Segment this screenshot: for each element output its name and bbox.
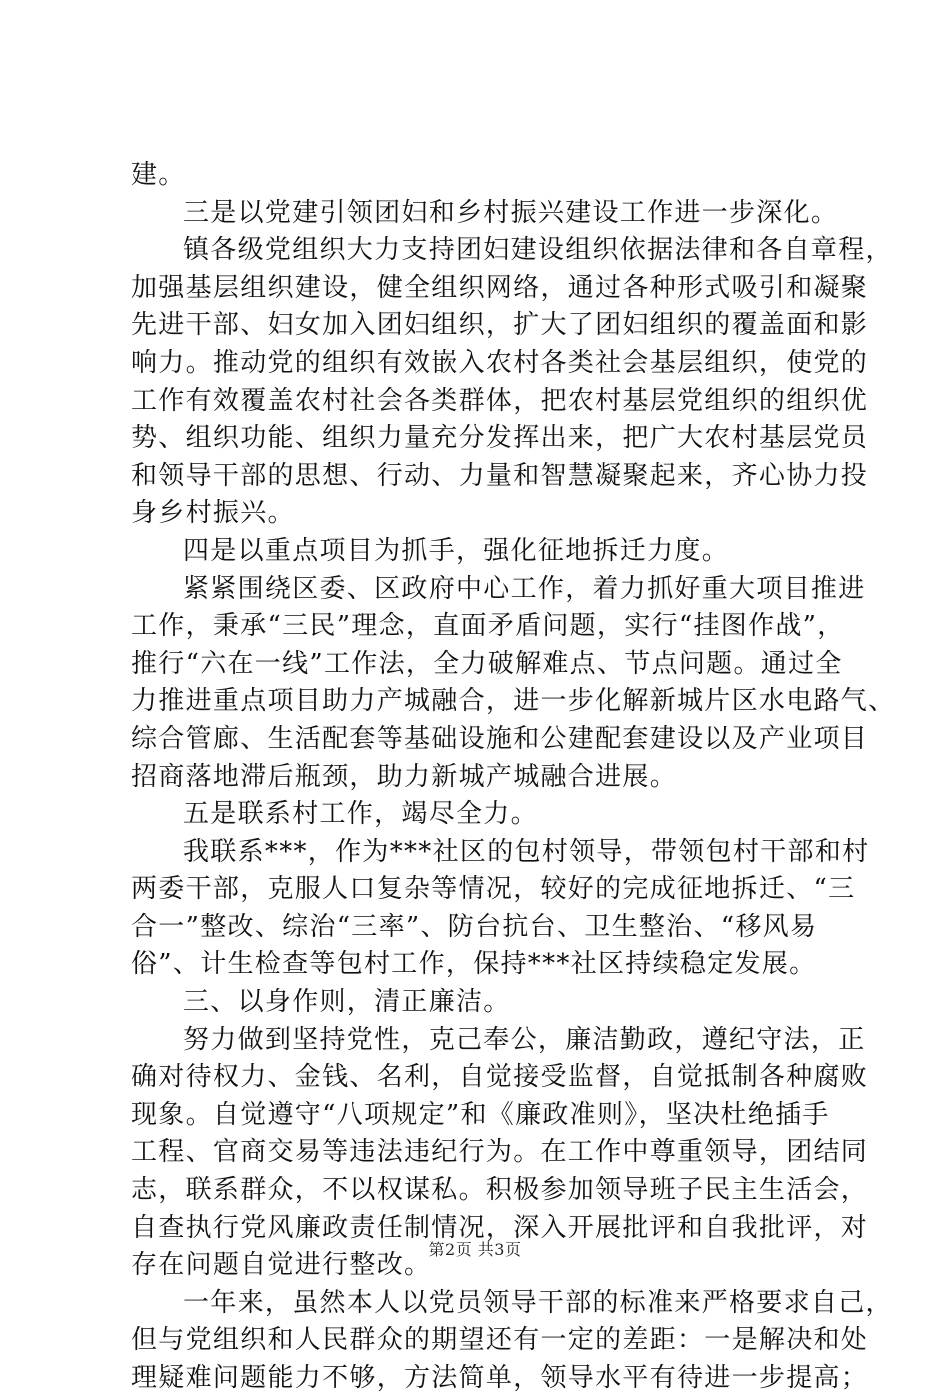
text-line: 建。 [131,160,186,190]
text-line: 招商落地滞后瓶颈，助力新城产城融合进展。 [131,761,678,792]
page-number-footer: 第2页 共3页 [428,1240,522,1259]
text-line: 努力做到坚持党性，克己奉公，廉洁勤政，遵纪守法，正 [183,1024,866,1055]
text-line: 和领导干部的思想、行动、力量和智慧凝聚起来，齐心协力投 [131,460,869,491]
text-line: 力推进重点项目助力产城融合，进一步化解新城片区水电路气、 [131,686,896,717]
text-line: 存在问题自觉进行整改。 [131,1250,432,1281]
text-line: 理疑难问题能力不够，方法简单，领导水平有待进一步提高； [131,1363,869,1393]
text-line: 紧紧围绕区委、区政府中心工作，着力抓好重大项目推进 [183,573,866,604]
section-heading: 四是以重点项目为抓手，强化征地拆迁力度。 [183,535,730,566]
text-line: 一年来，虽然本人以党员领导干部的标准来严格要求自己， [183,1287,893,1318]
document-body [131,157,896,1398]
section-heading: 五是联系村工作，竭尽全力。 [183,799,538,830]
text-line: 先进干部、妇女加入团妇组织，扩大了团妇组织的覆盖面和影 [131,310,869,341]
text-line: 志，联系群众，不以权谋私。积极参加领导班子民主生活会， [131,1175,869,1206]
text-line: 身乡村振兴。 [131,498,295,529]
text-line: 但与党组织和人民群众的期望还有一定的差距：一是解决和处 [131,1325,869,1356]
text-line: 工程、官商交易等违法违纪行为。在工作中尊重领导，团结同 [131,1137,869,1168]
text-line: 自查执行党风廉政责任制情况，深入开展批评和自我批评，对 [131,1212,869,1243]
text-line: 工作，秉承“三民”理念，直面矛盾问题，实行“挂图作战”， [131,611,845,642]
text-line: 两委干部，克服人口复杂等情况，较好的完成征地拆迁、“三 [131,874,856,905]
text-line: 我联系***，作为***社区的包村领导，带领包村干部和村 [183,836,870,867]
text-line: 镇各级党组织大力支持团妇建设组织依据法律和各自章程， [183,235,893,266]
text-line: 确对待权力、金钱、名利，自觉接受监督，自觉抵制各种腐败 [131,1062,869,1093]
text-line: 加强基层组织建设，健全组织网络，通过各种形式吸引和凝聚 [131,272,869,303]
text-line: 工作有效覆盖农村社会各类群体，把农村基层党组织的组织优 [131,385,869,416]
text-line: 响力。推动党的组织有效嵌入农村各类社会基层组织，使党的 [131,347,869,378]
text-line: 综合管廊、生活配套等基础设施和公建配套建设以及产业项目 [131,723,869,754]
text-line: 俗”、计生检查等包村工作，保持***社区持续稳定发展。 [131,949,817,980]
section-heading: 三是以党建引领团妇和乡村振兴建设工作进一步深化。 [183,197,839,228]
text-line: 现象。自觉遵守“八项规定”和《廉政准则》，坚决杜绝插手 [131,1099,830,1130]
text-line: 合一”整改、综治“三率”、防台抗台、卫生整治、“移风易 [131,911,818,942]
text-line: 势、组织功能、组织力量充分发挥出来，把广大农村基层党员 [131,423,869,454]
text-line: 推行“六在一线”工作法，全力破解难点、节点问题。通过全 [131,648,843,679]
section-heading: 三、以身作则，清正廉洁。 [183,987,511,1018]
